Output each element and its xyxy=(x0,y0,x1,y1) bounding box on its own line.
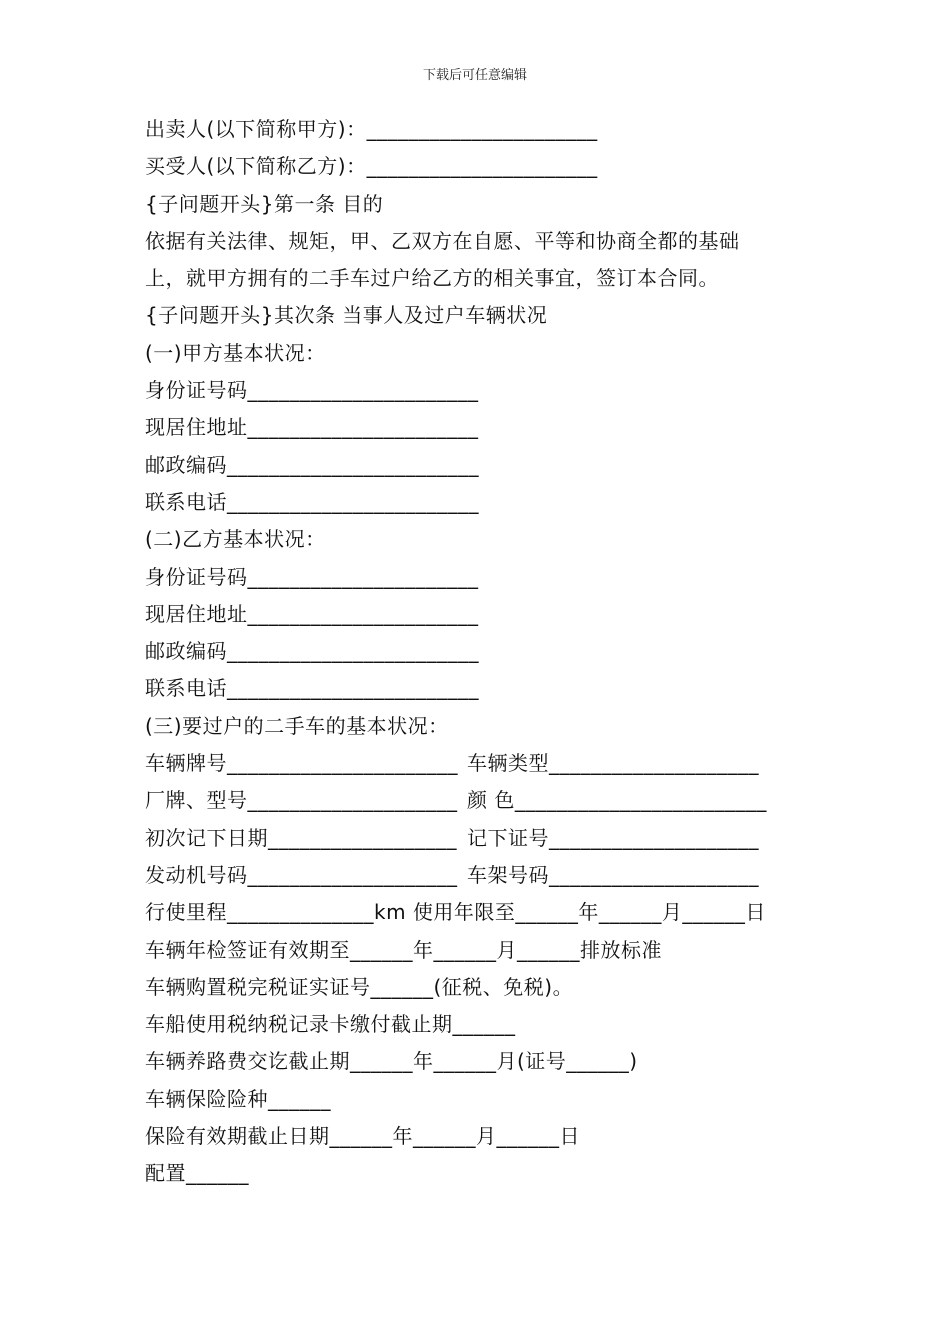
insurance-type-line: 车辆保险险种______ xyxy=(145,1086,331,1111)
registration-certificate-field: 记下证号____________________ xyxy=(467,825,759,850)
party-b-postcode: 邮政编码________________________ xyxy=(145,639,479,664)
party-b-heading: (二)乙方基本状况： xyxy=(145,527,326,552)
annual-inspection-line: 车辆年检签证有效期至______年______月______排放标准 xyxy=(145,937,662,962)
vehicle-row xyxy=(145,782,825,819)
vehicle-row xyxy=(145,857,825,894)
party-b-address: 现居住地址______________________ xyxy=(145,601,479,626)
party-b-id-number: 身份证号码______________________ xyxy=(145,564,479,589)
buyer-line: 买受人(以下简称乙方)：______________________ xyxy=(145,154,598,179)
party-a-phone: 联系电话________________________ xyxy=(145,489,479,514)
color-field: 颜 色________________________ xyxy=(467,788,767,813)
vehicle-row xyxy=(145,745,825,782)
purchase-tax-line: 车辆购置税完税证实证号______(征税、免税)。 xyxy=(145,974,574,999)
road-fee-line: 车辆养路费交讫截止期______年______月(证号______) xyxy=(145,1049,638,1074)
party-a-id-number: 身份证号码______________________ xyxy=(145,378,479,403)
page-header: 下载后可任意编辑 xyxy=(422,68,527,83)
party-a-heading: (一)甲方基本状况： xyxy=(145,340,326,365)
article-1-text-2: 上，就甲方拥有的二手车过户给乙方的相关事宜，签订本合同。 xyxy=(145,266,719,291)
party-a-postcode: 邮政编码________________________ xyxy=(145,452,479,477)
configuration-line: 配置______ xyxy=(145,1161,249,1186)
article-1-heading: {子问题开头}第一条 目的 xyxy=(145,191,384,216)
insurance-expiry-line: 保险有效期截止日期______年______月______日 xyxy=(145,1124,580,1149)
party-b-phone: 联系电话________________________ xyxy=(145,676,479,701)
vehicle-heading: (三)要过户的二手车的基本状况： xyxy=(145,713,449,738)
first-registration-date-field: 初次记下日期__________________ xyxy=(145,825,457,850)
article-1-text-1: 依据有关法律、规矩，甲、乙双方在自愿、平等和协商全都的基础 xyxy=(145,228,740,253)
party-a-address: 现居住地址______________________ xyxy=(145,415,479,440)
article-2-heading: {子问题开头}其次条 当事人及过户车辆状况 xyxy=(145,303,548,328)
engine-number-field: 发动机号码____________________ xyxy=(145,862,458,887)
vessel-tax-line: 车船使用税纳税记录卡缴付截止期______ xyxy=(145,1012,516,1037)
seller-line: 出卖人(以下简称甲方)：______________________ xyxy=(145,117,598,141)
brand-model-field: 厂牌、型号____________________ xyxy=(145,788,458,813)
contract-body xyxy=(145,111,825,1193)
plate-number-field: 车辆牌号______________________ xyxy=(145,751,458,776)
vehicle-type-field: 车辆类型____________________ xyxy=(467,751,759,776)
mileage-line: 行使里程______________km 使用年限至______年______月______日 xyxy=(145,900,766,925)
vehicle-row xyxy=(145,820,825,857)
frame-number-field: 车架号码____________________ xyxy=(467,862,759,887)
